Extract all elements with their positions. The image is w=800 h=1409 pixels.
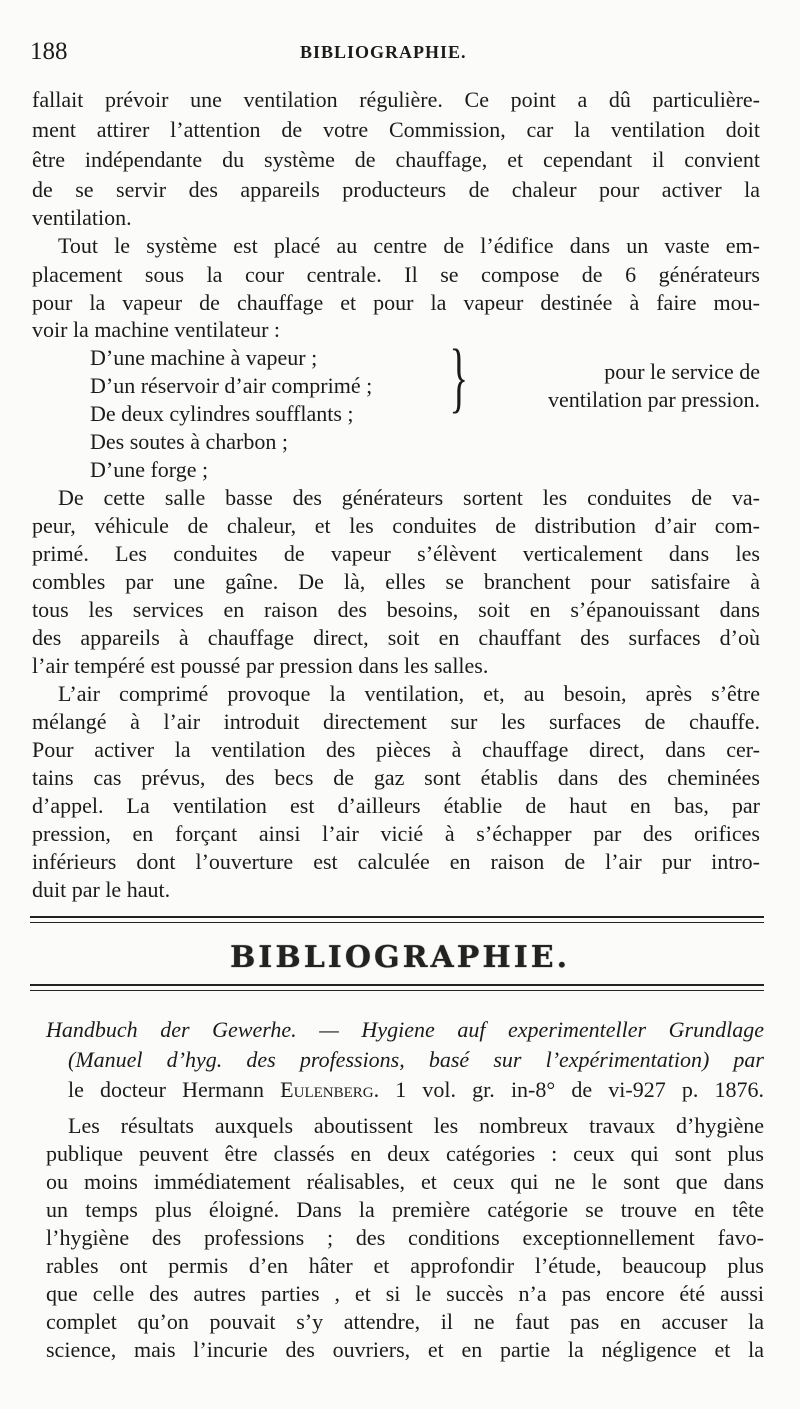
text-line: fallait prévoir une ventilation régulière. Ce point a dû particulière- [32, 87, 760, 112]
text-line: voir la machine ventilateur : [32, 317, 281, 342]
text-line: Les résultats auxquels aboutissent les nombreux travaux d’hygiène [68, 1113, 764, 1138]
text-line: être indépendante du système de chauffage, et cependant il convient [32, 147, 760, 172]
list-item: De deux cylindres soufflants ; [90, 401, 354, 426]
text-line: un temps plus éloigné. Dans la première catégorie se trouve en tête [46, 1197, 764, 1222]
text-line: combles par une gaîne. De là, elles se branchent pour satisfaire à [32, 569, 760, 594]
author-name: Eulenberg [280, 1077, 374, 1102]
citation-details: . 1 vol. gr. in-8° de vi-927 p. 1876. [373, 1077, 765, 1102]
text-line: De cette salle basse des générateurs sortent les conduites de va- [58, 485, 760, 510]
divider-rule [30, 922, 764, 923]
text-line: duit par le haut. [32, 877, 171, 902]
list-item: Des soutes à charbon ; [90, 429, 288, 454]
text-line: rables ont permis d’en hâter et approfondir l’étude, beaucoup plus [46, 1253, 764, 1278]
text-line: ventilation. [32, 205, 132, 230]
divider-rule [30, 990, 764, 991]
text-line: l’hygiène des professions ; des conditions exceptionnellement favo- [46, 1225, 764, 1250]
text-line: pression, en forçant ainsi l’air vicié à s’échapper par des orifices [32, 821, 760, 846]
text-line: ment attirer l’attention de votre Commission, car la ventilation doit [32, 117, 760, 142]
author-prefix: le docteur Hermann [68, 1077, 281, 1102]
list-item: D’un réservoir d’air comprimé ; [90, 373, 373, 398]
text-line: pour la vapeur de chauffage et pour la vapeur destinée à faire mou- [32, 290, 760, 315]
book-title: Handbuch der Gewerhe. — Hygiene auf experimenteller Grundlage [46, 1017, 764, 1042]
text-line: science, mais l’incurie des ouvriers, et en partie la négligence et la [46, 1337, 764, 1362]
text-line: placement sous la cour centrale. Il se compose de 6 générateurs [32, 262, 760, 287]
text-line: des appareils à chauffage direct, soit en chauffant des surfaces d’où [32, 625, 760, 650]
text-line: tous les services en raison des besoins, soit en s’épanouissant dans [32, 597, 760, 622]
divider-rule [30, 916, 764, 918]
text-line: peur, véhicule de chaleur, et les conduites de distribution d’air com- [32, 513, 760, 538]
text-line: ou moins immédiatement réalisables, et ceux qui ne le sont que dans [46, 1169, 764, 1194]
text-line: d’appel. La ventilation est d’ailleurs établie de haut en bas, par [32, 793, 760, 818]
running-head: BIBLIOGRAPHIE. [300, 42, 467, 62]
text-line: mélangé à l’air introduit directement sur les surfaces de chauffe. [32, 709, 760, 734]
divider-rule [30, 984, 764, 986]
text-line: L’air comprimé provoque la ventilation, et, au besoin, après s’être [58, 681, 760, 706]
text-line: l’air tempéré est poussé par pression dans les salles. [32, 653, 489, 678]
text-line: que celle des autres parties , et si le succès n’a pas encore été aussi [46, 1281, 764, 1306]
text-line: Tout le système est placé au centre de l’édifice dans un vaste em- [58, 233, 760, 258]
page-number: 188 [30, 38, 68, 65]
brace-glyph: } [449, 333, 469, 420]
text-line: publique peuvent être classés en deux catégories : ceux qui sont plus [46, 1141, 764, 1166]
text-line: tains cas prévus, des becs de gaz sont établis dans des cheminées [32, 765, 760, 790]
list-item: D’une machine à vapeur ; [90, 345, 318, 370]
book-citation [68, 1076, 764, 1104]
list-item: D’une forge ; [90, 457, 209, 482]
section-title: BIBLIOGRAPHIE. [229, 940, 571, 975]
book-title-translation: (Manuel d’hyg. des professions, basé sur l’expérimentation) par [68, 1047, 764, 1072]
text-line: inférieurs dont l’ouverture est calculée en raison de l’air pur intro- [32, 849, 760, 874]
brace-label: ventilation par pression. [547, 387, 760, 412]
page-header [30, 38, 770, 78]
text-line: Pour activer la ventilation des pièces à chauffage direct, dans cer- [32, 737, 760, 762]
text-line: complet qu’on pouvait s’y attendre, il ne faut pas en accuser la [46, 1309, 764, 1334]
text-line: primé. Les conduites de vapeur s’élèvent verticalement dans les [32, 541, 760, 566]
text-line: de se servir des appareils producteurs de chaleur pour activer la [32, 177, 760, 202]
brace-label: pour le service de [604, 359, 760, 384]
